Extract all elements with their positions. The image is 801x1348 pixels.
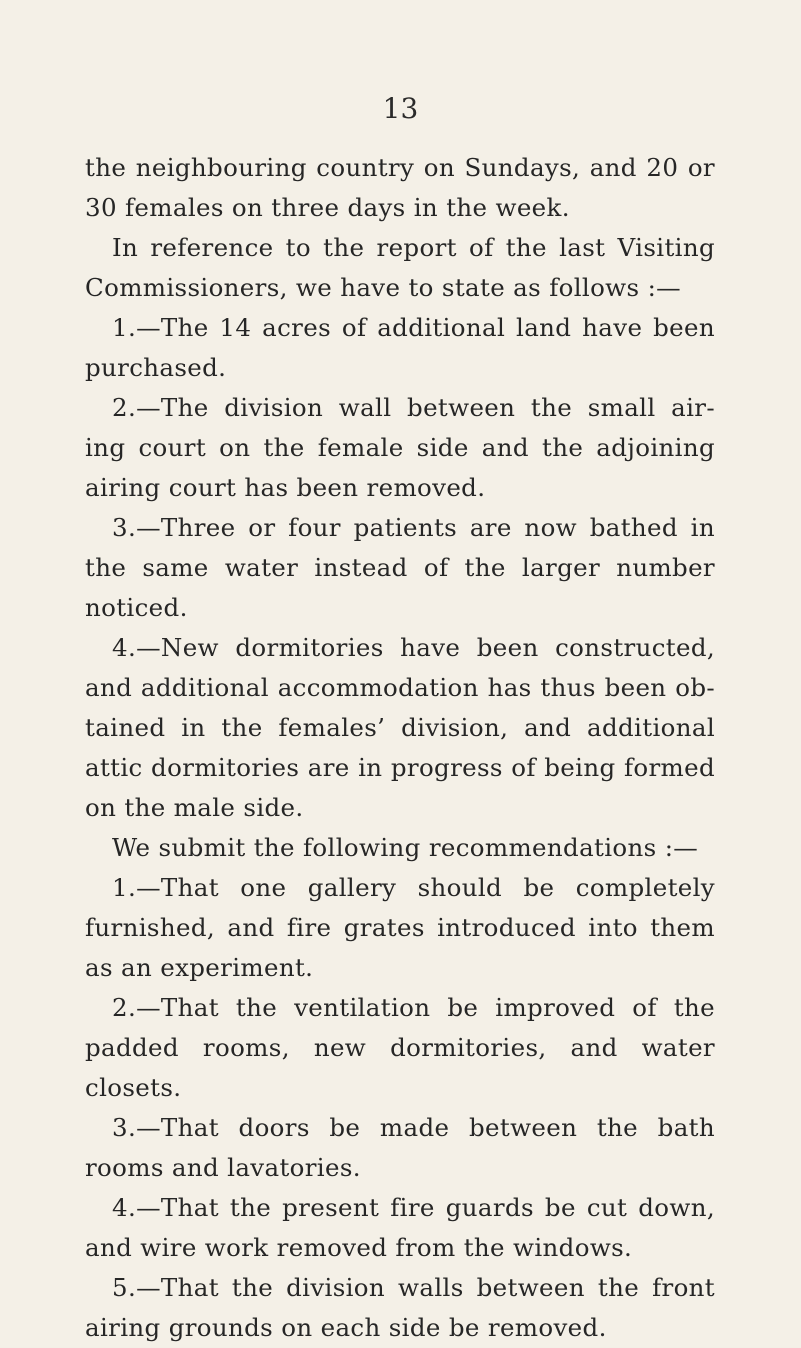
recommendation-item-4: 4.—That the present fire guards be cut down, and wire work removed from the windows. [85,1193,715,1262]
paragraph-continuation: the neighbouring country on Sundays, and 20 or 30 females on three days in the week. [85,153,715,222]
statement-item-3: 3.—Three or four patients are now bathed in the same water instead of the larger number noticed. [85,513,715,622]
page-number: 13 [382,92,419,125]
recommendation-item-1: 1.—That one gallery should be completely furnished, and fire grates introduced into them as an experiment. [85,873,715,982]
statement-item-1: 1.—The 14 acres of additional land have been purchased. [85,313,715,382]
body-text [85,148,715,1348]
recommendations-heading: We submit the following recommendations :— [112,833,699,862]
statement-item-2: 2.—The division wall between the small air- ing court on the female side and the adjoining airing court has been removed. [85,393,715,502]
statement-item-4: 4.—New dormitories have been constructed, and additional accommodation has thus been ob- tained in the females’ division, and additional attic dormitories are in progress of being formed on the male side. [85,633,715,822]
recommendation-item-2: 2.—That the ventilation be improved of the padded rooms, new dormitories, and water closets. [85,993,715,1102]
recommendation-item-3: 3.—That doors be made between the bath rooms and lavatories. [85,1113,715,1182]
recommendation-item-5: 5.—That the division walls between the front airing grounds on each side be removed. [85,1273,715,1342]
paragraph-intro: In reference to the report of the last Visiting Commissioners, we have to state as follows :— [85,233,715,302]
